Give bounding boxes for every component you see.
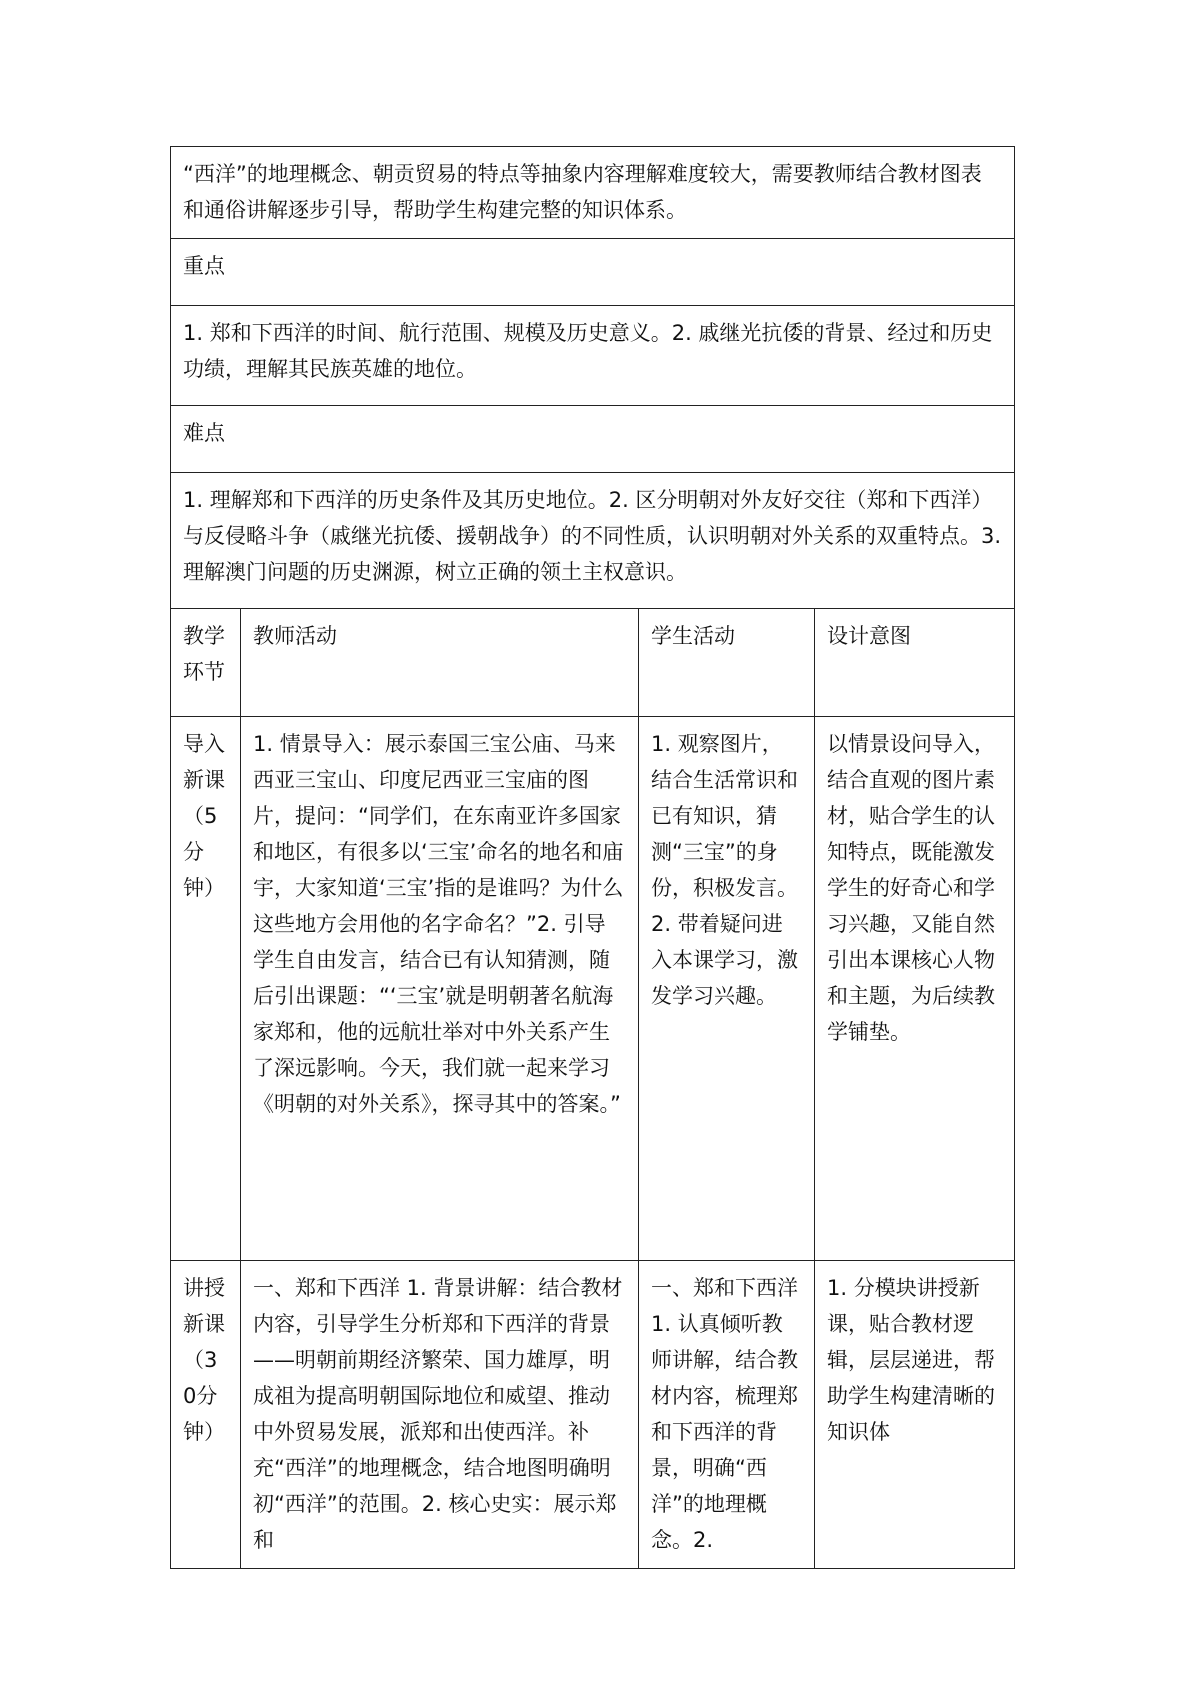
difficult-points-row — [171, 473, 1015, 609]
design-intent-cell: 1. 分模块讲授新课，贴合教材逻辑，层层递进，帮助学生构建清晰的知识体 — [815, 1261, 1015, 1569]
table-row — [171, 1261, 1015, 1569]
teacher-activity-cell: 1. 情景导入：展示泰国三宝公庙、马来西亚三宝山、印度尼西亚三宝庙的图片，提问：“同学们，在东南亚许多国家和地区，有很多以‘三宝’命名的地名和庙宇，大家知道‘三宝’指的是谁吗？为什么这些地方会用他的名字命名？”2. 引导学生自由发言，结合已有认知猜测，随后引出课题：“‘三宝’就是明朝著名航海家郑和，他的远航壮举对中外关系产生了深远影响。今天，我们就一起来学习《明朝的对外关系》，探寻其中的答案。” — [241, 717, 639, 1261]
difficult-points-text: 1. 理解郑和下西洋的历史条件及其历史地位。2. 区分明朝对外友好交往（郑和下西洋）与反侵略斗争（戚继光抗倭、援朝战争）的不同性质，认识明朝对外关系的双重特点。3. 理解澳门问题的历史渊源，树立正确的领土主权意识。 — [171, 473, 1015, 609]
design-intent-cell: 以情景设问导入，结合直观的图片素材，贴合学生的认知特点，既能激发学生的好奇心和学习兴趣，又能自然引出本课核心人物和主题，为后续教学铺垫。 — [815, 717, 1015, 1261]
difficulty-row — [171, 147, 1015, 239]
key-points-heading-row — [171, 239, 1015, 306]
key-points-text: 1. 郑和下西洋的时间、航行范围、规模及历史意义。2. 戚继光抗倭的背景、经过和历史功绩，理解其民族英雄的地位。 — [171, 306, 1015, 406]
table-header-row — [171, 609, 1015, 717]
header-design-intent: 设计意图 — [815, 609, 1015, 717]
difficult-points-heading-row — [171, 406, 1015, 473]
stage-cell: 讲授新课（30分钟） — [171, 1261, 241, 1569]
difficulty-text: “西洋”的地理概念、朝贡贸易的特点等抽象内容理解难度较大，需要教师结合教材图表和通俗讲解逐步引导，帮助学生构建完整的知识体系。 — [171, 147, 1015, 239]
student-activity-cell: 1. 观察图片，结合生活常识和已有知识，猜测“三宝”的身份，积极发言。2. 带着疑问进入本课学习，激发学习兴趣。 — [639, 717, 815, 1261]
header-stage: 教学环节 — [171, 609, 241, 717]
key-points-heading: 重点 — [171, 239, 1015, 306]
header-teacher-activity: 教师活动 — [241, 609, 639, 717]
header-student-activity: 学生活动 — [639, 609, 815, 717]
difficult-points-heading: 难点 — [171, 406, 1015, 473]
table-row — [171, 717, 1015, 1261]
student-activity-cell: 一、郑和下西洋 1. 认真倾听教师讲解，结合教材内容，梳理郑和下西洋的背景，明确“西洋”的地理概念。2. — [639, 1261, 815, 1569]
stage-cell: 导入新课（5分钟） — [171, 717, 241, 1261]
teacher-activity-cell: 一、郑和下西洋 1. 背景讲解：结合教材内容，引导学生分析郑和下西洋的背景——明朝前期经济繁荣、国力雄厚，明成祖为提高明朝国际地位和威望、推动中外贸易发展，派郑和出使西洋。补充“西洋”的地理概念，结合地图明确明初“西洋”的范围。2. 核心史实：展示郑和 — [241, 1261, 639, 1569]
key-points-row — [171, 306, 1015, 406]
lesson-plan-table — [170, 146, 1015, 1569]
